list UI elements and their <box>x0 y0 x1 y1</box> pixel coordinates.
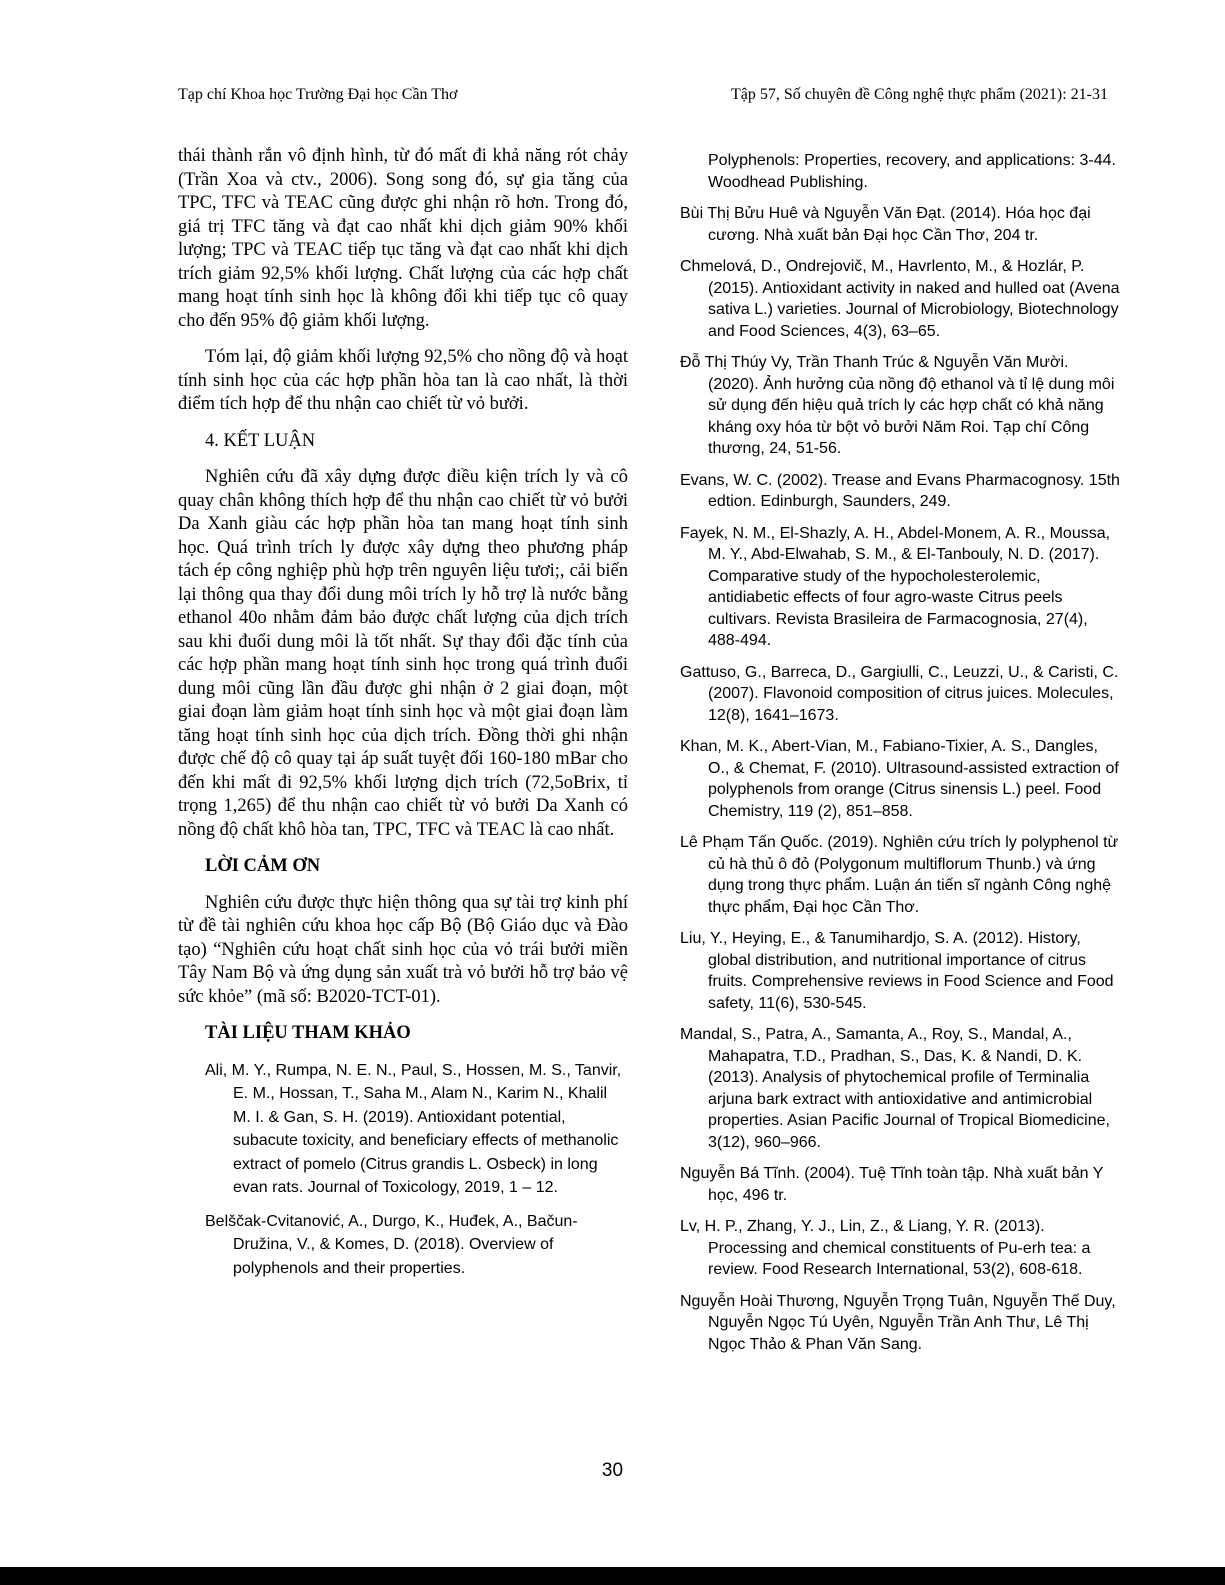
reference-item: Ali, M. Y., Rumpa, N. E. N., Paul, S., Hossen, M. S., Tanvir, E. M., Hossan, T., Saha M., Alam N., Karim N., Khalil M. I. & Gan, S. H. (2019). Antioxidant potential, subacute toxicity, and beneficiary effects of methanolic extract of pomelo (Citrus grandis L. Osbeck) in long evan rats. Journal of Toxicology, 2019, 1 – 12. <box>205 1061 622 1196</box>
reference-item: Bùi Thị Bửu Huê và Nguyễn Văn Đạt. (2014). Hóa học đại cương. Nhà xuất bản Đại học Cần Thơ, 204 tr. <box>680 205 1091 244</box>
paragraph-results-end: thái thành rắn vô định hình, từ đó mất đi khả năng rót chảy (Trần Xoa và ctv., 2006). Song song đó, sự gia tăng của TPC, TFC và TEAC cũng được ghi nhận rõ hơn. Trong đó, giá trị TFC tăng và đạt cao nhất khi dịch giảm 90% khối lượng; TPC và TEAC tiếp tục tăng và đạt cao nhất khi dịch trích giảm 92,5% khối lượng. Chất lượng của các hợp chất mang hoạt tính sinh học là không đổi khi tiếp tục cô quay cho đến 95% độ giảm khối lượng. <box>178 146 628 331</box>
issue-info: Tập 57, Số chuyên đề Công nghệ thực phẩm (2021): 21-31 <box>730 86 1108 103</box>
right-column <box>680 150 1120 1365</box>
left-column <box>178 145 628 1290</box>
reference-item: Nguyễn Hoài Thương, Nguyễn Trọng Tuân, Nguyễn Thế Duy, Nguyễn Ngọc Tú Uyên, Nguyễn Trần Anh Thư, Lê Thị Ngọc Thảo & Phan Văn Sang. <box>680 1292 1116 1353</box>
reference-item: Lv, H. P., Zhang, Y. J., Lin, Z., & Liang, Y. R. (2013). Processing and chemical constituents of Pu-erh tea: a review. Food Research International, 53(2), 608-618. <box>680 1218 1091 1278</box>
heading-conclusion: 4. KẾT LUẬN <box>205 430 316 451</box>
reference-item: Khan, M. K., Abert-Vian, M., Fabiano-Tixier, A. S., Dangles, O., & Chemat, F. (2010). Ultrasound-assisted extraction of polyphenols from orange (Citrus sinensis L.) peel. Food Chemistry, 119 (2), 851–858. <box>680 738 1119 820</box>
reference-continuation: Polyphenols: Properties, recovery, and applications: 3-44. Woodhead Publishing. <box>708 152 1116 191</box>
reference-item: Fayek, N. M., El-Shazly, A. H., Abdel-Monem, A. R., Moussa, M. Y., Abd-Elwahab, S. M., & El-Tanbouly, N. D. (2017). Comparative study of the hypocholesterolemic, antidiabetic effects of four agro-waste Citrus peels cultivars. Revista Brasileira de Farmacognosia, 27(4), 488-494. <box>680 524 1111 649</box>
reference-item: Mandal, S., Patra, A., Samanta, A., Roy, S., Mandal, A., Mahapatra, T.D., Pradhan, S., Das, K. & Nandi, D. K. (2013). Analysis of phytochemical profile of Terminalia arjuna bark extract with antioxidative and antimicrobial properties. Asian Pacific Journal of Tropical Biomedicine, 3(12), 960–966. <box>680 1026 1110 1151</box>
heading-references: TÀI LIỆU THAM KHẢO <box>205 1023 411 1043</box>
reference-item: Belščak-Cvitanović, A., Durgo, K., Huđek, A., Bačun-Družina, V., & Komes, D. (2018). Overview of polyphenols and their properties. <box>205 1212 578 1277</box>
reference-item: Liu, Y., Heying, E., & Tanumihardjo, S. A. (2012). History, global distribution, and nutritional importance of citrus fruits. Comprehensive reviews in Food Science and Food safety, 11(6), 530-545. <box>680 930 1114 1012</box>
reference-item: Lê Phạm Tấn Quốc. (2019). Nghiên cứu trích ly polyphenol từ củ hà thủ ô đỏ (Polygonum multiflorum Thunb.) và ứng dụng trong thực phẩm. Luận án tiến sĩ ngành Công nghệ thực phẩm, Đại học Cần Thơ. <box>680 834 1119 916</box>
heading-acknowledgement: LỜI CẢM ƠN <box>205 856 321 876</box>
page-number: 30 <box>601 1460 624 1481</box>
journal-title: Tạp chí Khoa học Trường Đại học Cần Thơ <box>178 86 458 103</box>
paragraph-summary: Tóm lại, độ giảm khối lượng 92,5% cho nồng độ và hoạt tính sinh học của các hợp phần hòa tan là cao nhất, là thời điểm tích hợp để thu nhận cao chiết từ vỏ bưởi. <box>178 347 628 414</box>
paragraph-conclusion: Nghiên cứu đã xây dựng được điều kiện trích ly và cô quay chân không thích hợp để thu nhận cao chiết từ vỏ bưởi Da Xanh giàu các hợp phần hòa tan mang hoạt tính sinh học. Quá trình trích ly được xây dựng theo phương pháp tách ép công nghiệp phù hợp trên nguyên liệu tươi;, cải biến lại thông qua thay đổi dung môi trích ly hỗ trợ là nước bằng ethanol 40o nhằm đảm bảo được chất lượng của dịch trích sau khi đuổi dung môi là tốt nhất. Sự thay đổi đặc tính của các hợp phần mang hoạt tính sinh học trong quá trình đuổi dung môi cũng lần đầu được ghi nhận ở 2 giai đoạn, một giai đoạn làm giảm hoạt tính sinh học và một giai đoạn làm tăng hoạt tính sinh học của dịch trích. Đồng thời ghi nhận được chế độ cô quay tại áp suất tuyệt đối 160-180 mBar cho đến khi mất đi 92,5% khối lượng dịch trích (72,5oBrix, tỉ trọng 1,265) để thu nhận cao chiết từ vỏ bưởi Da Xanh có nồng độ chất khô hòa tan, TPC, TFC và TEAC là cao nhất. <box>178 467 628 840</box>
running-header <box>178 86 1108 112</box>
reference-item: Đỗ Thị Thúy Vy, Trần Thanh Trúc & Nguyễn Văn Mười. (2020). Ảnh hưởng của nồng độ ethanol và tỉ lệ dung môi sử dụng đến hiệu quả trích ly các hợp chất có khả năng kháng oxy hóa từ bột vỏ bưởi Năm Roi. Tạp chí Công thương, 24, 51-56. <box>680 354 1115 457</box>
reference-item: Nguyễn Bá Tĩnh. (2004). Tuệ Tĩnh toàn tập. Nhà xuất bản Y học, 496 tr. <box>680 1165 1104 1204</box>
reference-item: Chmelová, D., Ondrejovič, M., Havrlento, M., & Hozlár, P. (2015). Antioxidant activity in naked and hulled oat (Avena sativa L.) varieties. Journal of Microbiology, Biotechnology and Food Sciences, 4(3), 63–65. <box>680 258 1120 340</box>
paragraph-acknowledgement: Nghiên cứu được thực hiện thông qua sự tài trợ kinh phí từ đề tài nghiên cứu khoa học cấp Bộ (Bộ Giáo dục và Đào tạo) “Nghiên cứu hoạt chất sinh học của vỏ trái bưởi miền Tây Nam Bộ và ứng dụng sản xuất trà vỏ bưởi hỗ trợ bảo vệ sức khỏe” (mã số: B2020-TCT-01). <box>178 892 628 1007</box>
reference-item: Evans, W. C. (2002). Trease and Evans Pharmacognosy. 15th edtion. Edinburgh, Saunders, 249. <box>680 471 1120 510</box>
reference-item: Gattuso, G., Barreca, D., Gargiulli, C., Leuzzi, U., & Caristi, C. (2007). Flavonoid composition of citrus juices. Molecules, 12(8), 1641–1673. <box>680 663 1119 724</box>
page-bottom-border <box>0 1567 1225 1585</box>
